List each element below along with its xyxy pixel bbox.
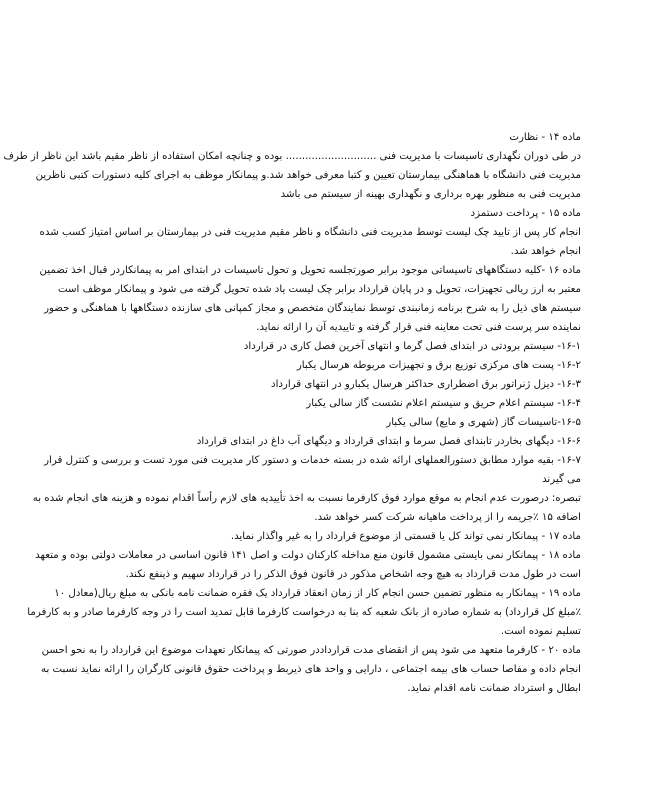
article-16-item: ۱۶-۵-تاسیسات گاز (شهری و مایع) سالی یکبار <box>386 417 581 428</box>
note-text-line: اضافه ۱۵ ٪جریمه را از پرداخت ماهیانه شرکت کسر خواهد شد. <box>314 512 581 523</box>
article-16-text-line: سیستم های ذیل را به شرح برنامه زمانبندی توسط نمایندگان متخصص و مجاز کمپانی های سازنده دستگاهها با هماهنگی و حضور <box>44 303 581 314</box>
article-20-text-line: ابطال و استرداد ضمانت نامه اقدام نماید. <box>407 683 581 694</box>
article-16-text-line: نماینده سر پرست فنی تحت معاینه فنی قرار گرفته و تاییدیه آن را ارائه نماید. <box>256 322 581 333</box>
note-text-line: تبصره: درصورت عدم انجام به موقع موارد فوق کارفرما نسبت به اخذ تأییدیه های لازم رأساً اقدام نموده و هزینه های انجام شده به <box>32 493 581 504</box>
article-19-text-line: تسلیم نموده است. <box>500 626 581 637</box>
article-16-text-line: ماده ۱۶ -کلیه دستگاههای تاسیساتی موجود برابر صورتجلسه تحویل و تحول تاسیسات در ابتدای امر به پیمانکاردر قبال اخذ تضمین <box>39 265 581 276</box>
article-20-text-line: انجام داده و مفاصا حساب های بیمه اجتماعی ، دارایی و واحد های ذیربط و پرداخت حقوق قانونی کارگران را ارائه نماید نسبت به <box>41 664 581 675</box>
article-18-text-line: است در طول مدت قرارداد به هیچ وجه اشخاص مذکور در قانون فوق الذکر را در قرارداد سهیم و ذینفع نکند. <box>125 569 581 580</box>
article-19-text-line: ماده ۱۹ - پیمانکار به منظور تضمین حسن انجام کار از زمان انعقاد قرارداد یک فقره ضمانت نامه بانکی به مبلغ ریال(معادل ۱۰ <box>54 588 581 599</box>
article-18-text-line: ماده ۱۸ - پیمانکار نمی بایستی مشمول قانون منع مداخله کارکنان دولت و اصل ۱۴۱ قانون اساسی در معاملات دولتی بوده و متعهد <box>35 550 581 561</box>
article-17-text: ماده ۱۷ - پیمانکار نمی تواند کل یا قسمتی از موضوع قرارداد را به غیر واگذار نماید. <box>230 531 581 542</box>
article-16-item: ۱۶-۴- سیستم اعلام حریق و سیستم اعلام نشست گاز سالی یکبار <box>306 398 581 409</box>
article-14-text-line: مدیریت فنی دانشگاه با هماهنگی بیمارستان تعیین و کتبا معرفی خواهد شد.و پیمانکار موظف به اجرای کلیه دستورات کتبی ناظرین <box>35 170 581 181</box>
article-15-text-line: انجام خواهد شد. <box>510 246 581 257</box>
article-16-item: ۱۶-۷- بقیه موارد مطابق دستورالعملهای ارائه شده در بسته خدمات و دستور کار مدیریت فنی مورد تست و بررسی و کنترل قرار <box>44 455 581 466</box>
article-16-item: ۱۶-۶- دیگهای بخاردر تابندای فصل سرما و ابتدای قرارداد و دیگهای آب داغ در ابتدای قرارداد <box>196 436 581 447</box>
article-14-text-line: مدیریت فنی به منظور بهره برداری و نگهداری بهینه از سیستم می باشد <box>280 189 581 200</box>
article-16-item: ۱۶-۳- دیزل ژنراتور برق اضطراری حداکثر هرسال یکبارو در انتهای قرارداد <box>271 379 581 390</box>
article-14-heading: ماده ۱۴ - نظارت <box>509 132 581 143</box>
contract-page <box>3 128 581 698</box>
article-19-text-line: ٪مبلغ کل قرارداد) به شماره صادره از بانک شعبه که بنا به درخواست کارفرما قابل تمدید است را در وجه کارفرما صادر و به کارفرما <box>27 607 581 618</box>
article-16-item: ۱۶-۱- سیستم برودتی در ابتدای فصل گرما و انتهای آخرین فصل کاری در قرارداد <box>243 341 581 352</box>
article-20-text-line: ماده ۲۰ - کارفرما متعهد می شود پس از انقضای مدت قرارداددر صورتی که پیمانکار تعهدات موضوع این قرارداد را به نحو احسن <box>41 645 581 656</box>
article-16-item: می گیرند <box>542 474 581 485</box>
article-16-text-line: معتبر به ارز ریالی تجهیزات، تحویل و در پایان قرارداد برابر چک لیست یاد شده تحویل گرفته می شود و پیمانکار موظف است <box>58 284 581 295</box>
article-15-text-line: انجام کار پس از تایید چک لیست توسط مدیریت فنی دانشگاه و ناظر مقیم مدیریت فنی در بیمارستان بر اساس امتیاز کسب شده <box>39 227 581 238</box>
article-15-heading: ماده ۱۵ - پرداخت دستمزد <box>470 208 581 219</box>
article-16-item: ۱۶-۲- پست های مرکزی توزیع برق و تجهیزات مربوطه هرسال یکبار <box>296 360 581 371</box>
article-14-text-line: در طی دوران نگهداری تاسیسات با مدیریت فنی ............................ بوده و چنانچه امکان استفاده از ناظر مقیم باشد این ناظر از طرف <box>3 151 581 162</box>
